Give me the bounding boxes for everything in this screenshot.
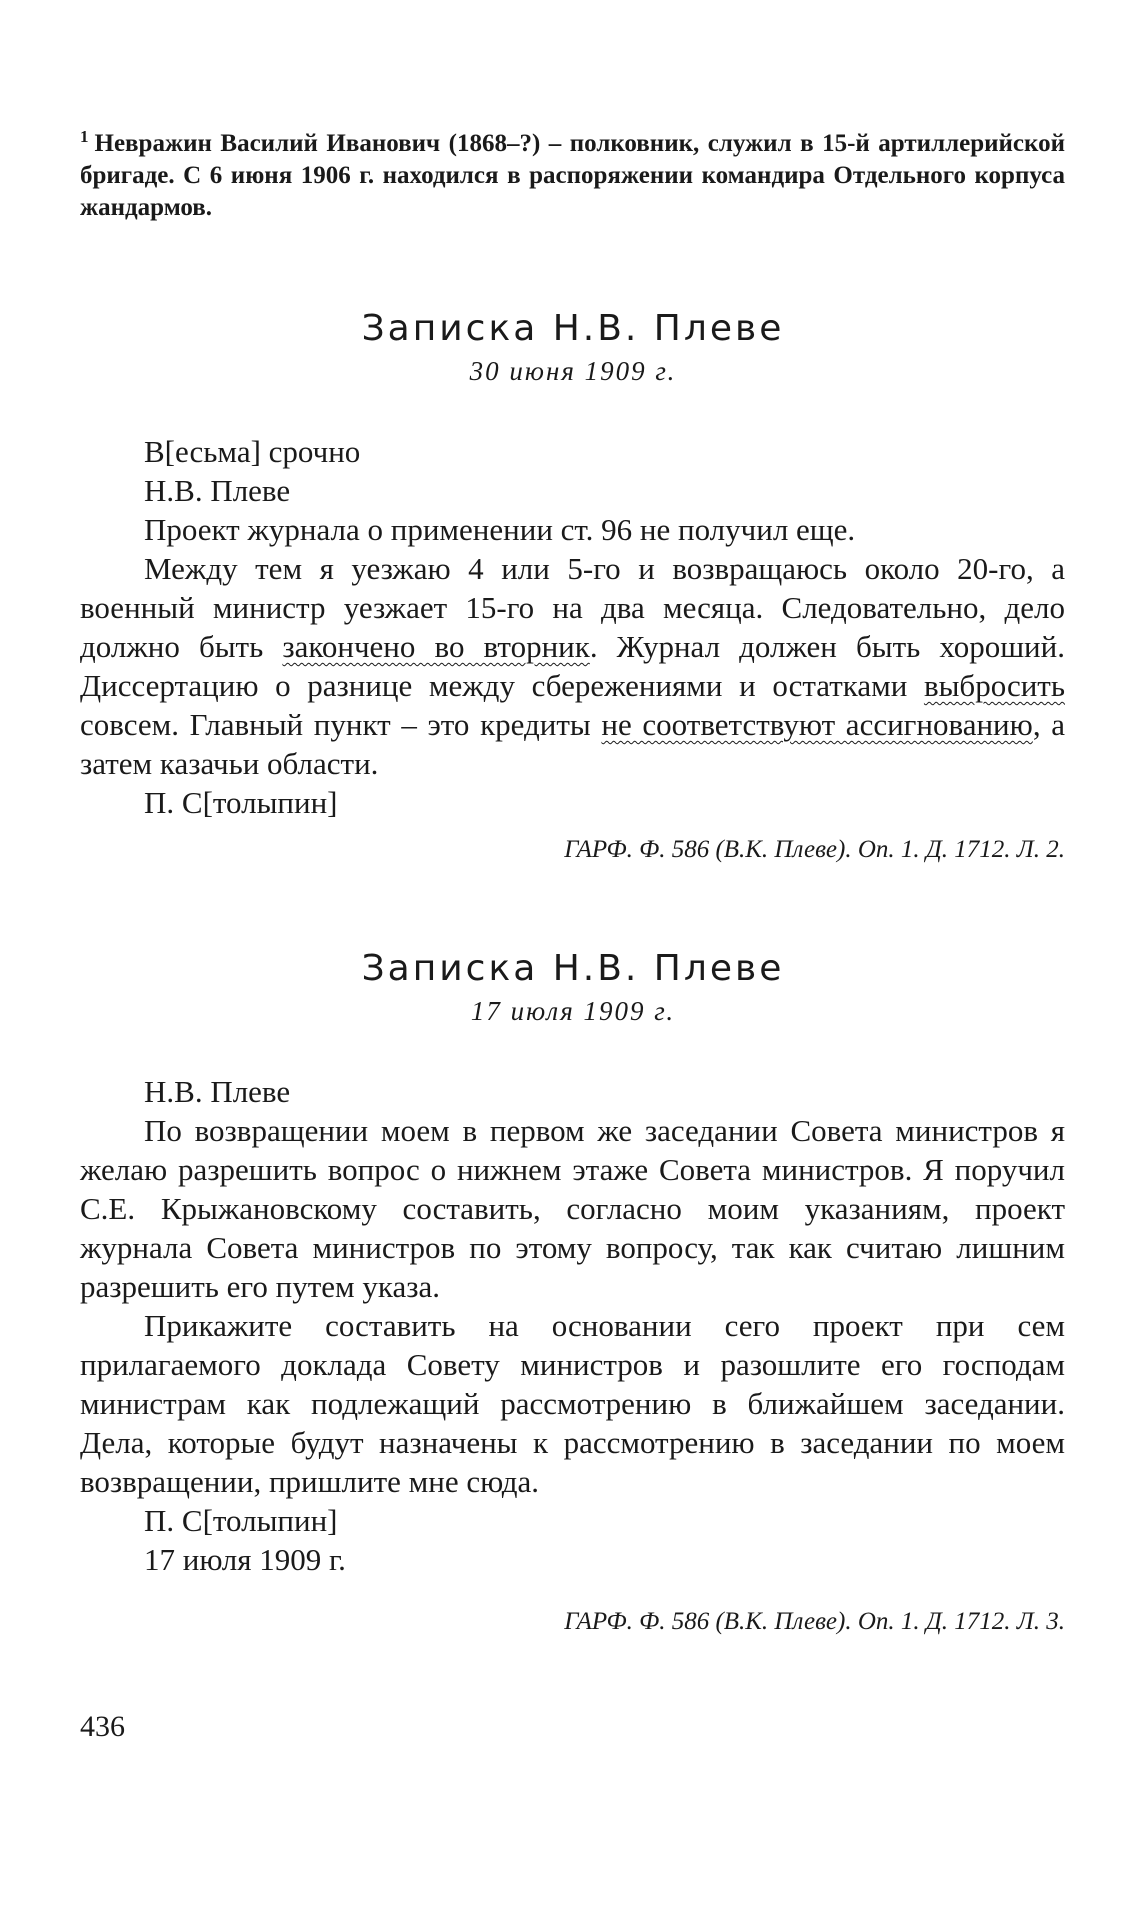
note1-para-b: . Журнал должен быть хороший. Диссертацию о разнице между сбережениями и остатками — [80, 629, 1065, 703]
note2-signature: П. С[толыпин] — [144, 1503, 338, 1538]
note1-source: ГАРФ. Ф. 586 (В.К. Плеве). Оп. 1. Д. 1712. Л. 2. — [564, 836, 1065, 863]
note1-title: Записка Н.В. Плеве — [361, 308, 785, 349]
footnote-text: Василий Иванович (1868–?) – полковник, служил в 15-й артиллерийской бригаде. С 6 июня 1906 г. находился в распоряжении командира Отдельного корпуса жандармов. — [80, 130, 1066, 221]
note1-signature: П. С[толыпин] — [144, 785, 338, 820]
note1-urgency: В[есьма] срочно — [144, 434, 361, 469]
note2-body — [80, 1072, 1065, 1579]
footnote-name: Невражин — [94, 130, 212, 157]
note1-para-c: совсем. Главный пункт – это кредиты — [80, 707, 602, 742]
note2-title: Записка Н.В. Плеве — [361, 948, 785, 989]
page-number: 436 — [80, 1710, 125, 1743]
note1-paragraph — [80, 549, 1065, 783]
note1-addressee: Н.В. Плеве — [144, 473, 291, 508]
note1-para-a: Между тем я уезжаю 4 или 5-го и возвращаюсь около 20-го, а военный министр уезжает 15-го на два месяца. Следовательно, дело должно быть — [80, 551, 1065, 664]
note1-line1: Проект журнала о применении ст. 96 не получил еще. — [144, 512, 856, 547]
note2-paragraph-2: Прикажите составить на основании сего проект при сем прилагаемого доклада Совету министров и разошлите его господам министрам как подлежащий рассмотрению в ближайшем заседании. Дела, которые будут назначены к рассмотрению в заседании по моем возвращении, пришлите мне сюда. — [80, 1308, 1065, 1499]
note2-date: 17 июля 1909 г. — [470, 996, 676, 1026]
footnote — [80, 128, 1065, 224]
note1-underlined-1: закончено во вторник — [282, 629, 590, 664]
note1-date: 30 июня 1909 г. — [469, 356, 677, 386]
note1-para-d: , а затем казачьи области. — [80, 707, 1065, 781]
note1-underlined-2: выбросить — [923, 668, 1065, 703]
note2-source: ГАРФ. Ф. 586 (В.К. Плеве). Оп. 1. Д. 1712. Л. 3. — [564, 1608, 1065, 1635]
footnote-marker: 1 — [80, 126, 89, 146]
note2-sign-date: 17 июля 1909 г. — [144, 1542, 346, 1577]
note2-paragraph-1: По возвращении моем в первом же заседании Совета министров я желаю разрешить вопрос о нижнем этаже Совета министров. Я поручил С.Е. Крыжановскому составить, согласно моим указаниям, проект журнала Совета министров по этому вопросу, так как считаю лишним разрешить его путем указа. — [80, 1113, 1065, 1304]
note1-underlined-3: не соответствуют ассигнованию — [601, 707, 1033, 742]
note1-body — [80, 432, 1065, 822]
note2-addressee: Н.В. Плеве — [144, 1074, 291, 1109]
